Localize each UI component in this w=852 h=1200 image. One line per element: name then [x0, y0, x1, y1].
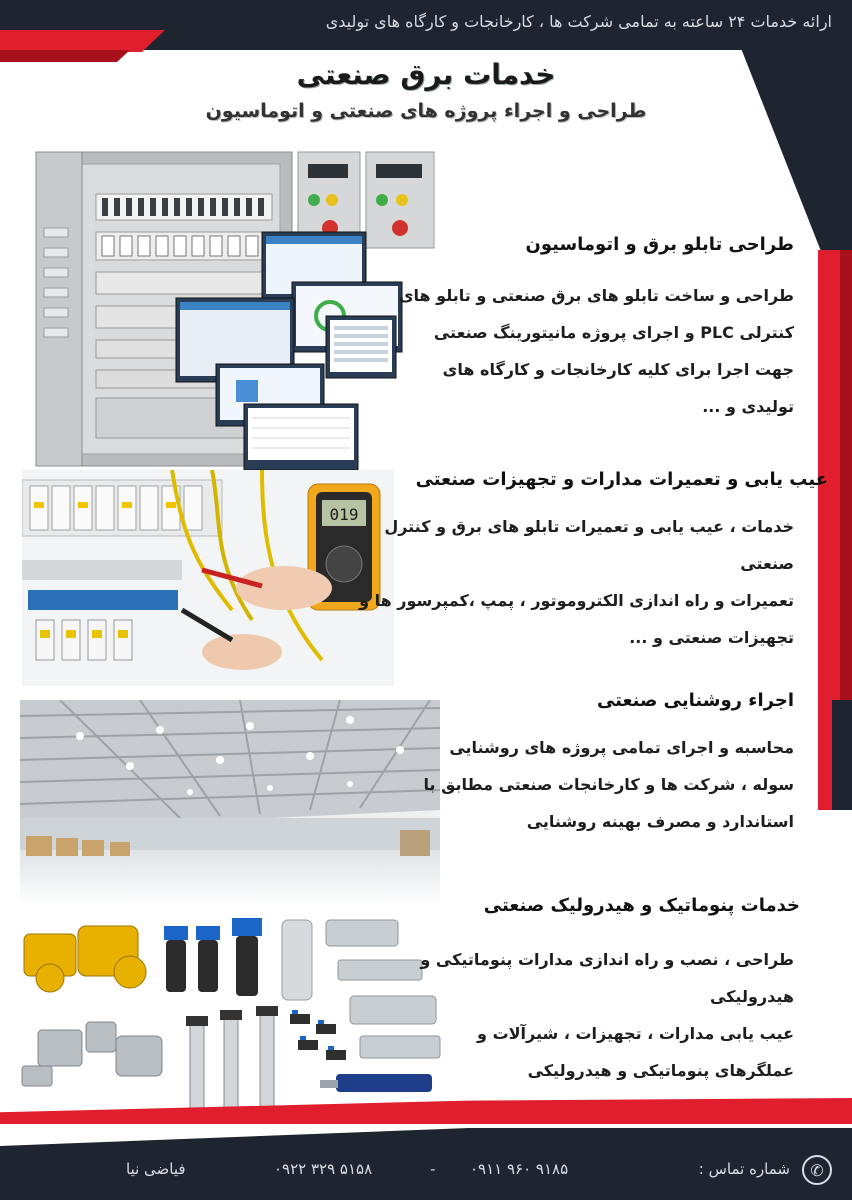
section-line: کنترلی PLC و اجرای پروژه مانیتورینگ صنعتی [433, 323, 794, 342]
phone-number-2[interactable]: ۰۹۲۲ ۳۲۹ ۵۱۵۸ [274, 1160, 373, 1178]
section-body-lighting [424, 729, 794, 840]
section-line: جهت اجرا برای کلیه کارخانجات و کارگاه های [442, 360, 794, 379]
section-line: طراحی ، نصب و راه اندازی مدارات پنوماتیکی و [420, 950, 794, 969]
section-line: تولیدی و ... [702, 397, 794, 416]
section-line: هیدرولیکی [709, 987, 794, 1006]
section-line: تعمیرات و راه اندازی الکتروموتور ، پمپ ،کمپرسور ها و [359, 591, 794, 610]
section-line: عیب یابی مدارات ، تجهیزات ، شیرآلات و [477, 1024, 794, 1043]
side-dark-stripe [832, 700, 852, 810]
phone-separator: - [430, 1160, 436, 1178]
lighting-photo [20, 700, 440, 906]
section-title-repair: عیب یابی و تعمیرات مدارات و تجهیزات صنعتی [415, 469, 828, 490]
section-title-lighting: اجراء روشنایی صنعتی [596, 690, 794, 711]
section-body-repair [359, 508, 794, 656]
section-body-panel-automation [399, 277, 794, 425]
section-title-pneumatic: خدمات پنوماتیک و هیدرولیک صنعتی [483, 895, 800, 916]
contact-name: فیاضی نیا [126, 1160, 186, 1178]
multimeter-reading: 019 [329, 505, 359, 524]
section-title-panel-automation: طراحی تابلو برق و اتوماسیون [525, 234, 794, 255]
page-subtitle: طراحی و اجراء پروژه های صنعتی و اتوماسیون [205, 100, 647, 122]
phone-number-1[interactable]: ۰۹۱۱ ۹۶۰ ۹۱۸۵ [470, 1160, 569, 1178]
contact-label: شماره تماس : [698, 1160, 790, 1178]
page-title: خدمات برق صنعتی [296, 58, 556, 91]
header-tagline: ارائه خدمات ۲۴ ساعته به تمامی شرکت ها ، کارخانجات و کارگاه های تولیدی [325, 12, 832, 31]
section-body-pneumatic [420, 941, 794, 1089]
section-line: سوله ، شرکت ها و کارخانجات صنعتی مطابق با [423, 775, 794, 794]
section-line: طراحی و ساخت تابلو های برق صنعتی و تابلو های [398, 286, 794, 305]
section-line: صنعتی [740, 554, 794, 573]
section-line: محاسبه و اجرای تمامی پروژه های روشنایی [449, 738, 794, 757]
phone-icon: ✆ [802, 1155, 832, 1185]
pneumatic-photo [20, 906, 450, 1118]
section-line: استاندارد و مصرف بهینه روشنایی [526, 812, 794, 831]
section-line: تجهیزات صنعتی و ... [629, 628, 794, 647]
panel-automation-photo [30, 148, 440, 470]
repair-photo [22, 470, 394, 686]
section-line: خدمات ، عیب یابی و تعمیرات تابلو های برق و کنترل [384, 517, 794, 536]
header-red-stripe [0, 30, 165, 52]
section-line: عملگرهای پنوماتیکی و هیدرولیکی [527, 1061, 794, 1080]
